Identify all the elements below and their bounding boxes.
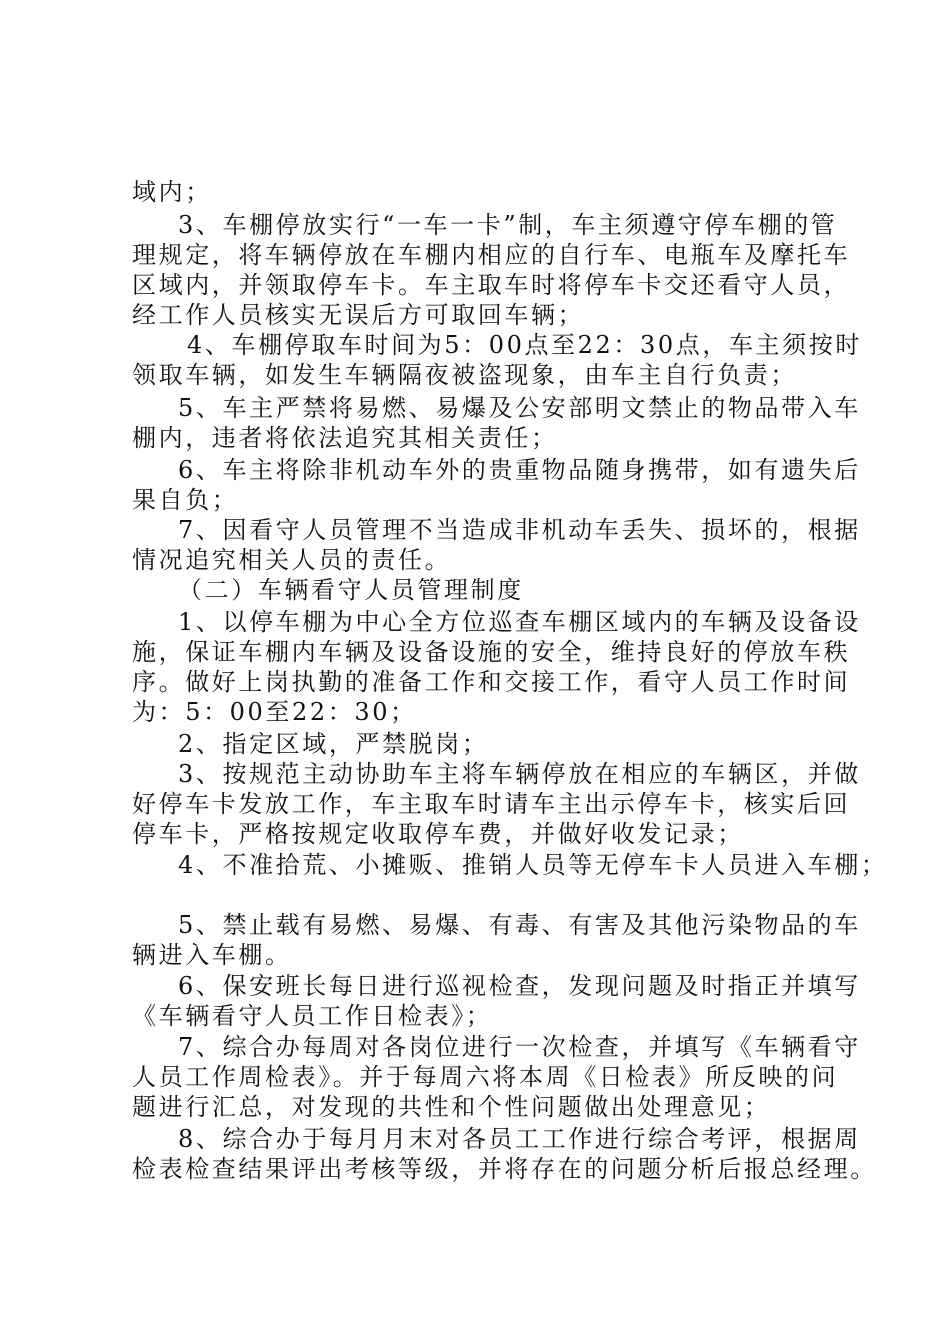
text-line: 5、禁止载有易燃、易爆、有毒、有害及其他污染物品的车: [178, 911, 861, 939]
text-line: 经工作人员核实无误后方可取回车辆；: [132, 301, 585, 329]
text-line: 6、保安班长每日进行巡视检查，发现问题及时指正并填写: [178, 972, 861, 1000]
section-heading: （二）车辆看守人员管理制度: [178, 576, 524, 604]
text-line: 8、综合办于每月月末对各员工工作进行综合考评，根据周: [178, 1125, 861, 1153]
text-line: 好停车卡发放工作，车主取车时请车主出示停车卡，核实后回: [132, 790, 851, 818]
text-line: 果自负；: [132, 486, 239, 514]
text-line: 4、不准拾荒、小摊贩、推销人员等无停车卡人员进入车棚；: [178, 851, 888, 879]
text-line: 为：5：00至22：30；: [132, 698, 417, 726]
text-line: 辆进入车棚。: [132, 941, 292, 969]
text-line: 棚内，违者将依法追究其相关责任；: [132, 424, 558, 452]
text-line: 人员工作周检表》。并于每周六将本周《日检表》所反映的问: [132, 1063, 839, 1091]
text-line: 7、综合办每周对各岗位进行一次检查，并填写《车辆看守: [178, 1033, 861, 1061]
text-line: 施，保证车棚内车辆及设备设施的安全，维持良好的停放车秩: [132, 638, 851, 666]
text-line: 3、车棚停放实行“一车一卡”制，车主须遵守停车棚的管: [178, 211, 838, 239]
text-line: 4、车棚停取车时间为5：00点至22：30点，车主须按时: [187, 331, 862, 359]
text-line: 7、因看守人员管理不当造成非机动车丢失、损坏的，根据: [178, 516, 861, 544]
text-line: 6、车主将除非机动车外的贵重物品随身携带，如有遗失后: [178, 456, 861, 484]
text-line: 领取车辆，如发生车辆隔夜被盗现象，由车主自行负责；: [132, 361, 797, 389]
text-line: 检表检查结果评出考核等级，并将存在的问题分析后报总经理。: [132, 1155, 877, 1183]
text-line: 序。做好上岗执勤的准备工作和交接工作，看守人员工作时间: [132, 668, 851, 696]
text-line: 理规定，将车辆停放在车棚内相应的自行车、电瓶车及摩托车: [132, 241, 851, 269]
text-line: 1、以停车棚为中心全方位巡查车棚区域内的车辆及设备设: [178, 608, 861, 636]
text-line: 区域内，并领取停车卡。车主取车时将停车卡交还看守人员，: [132, 271, 851, 299]
text-line: 题进行汇总，对发现的共性和个性问题做出处理意见；: [132, 1093, 771, 1121]
text-line: 域内；: [132, 178, 212, 206]
text-line: 情况追究相关人员的责任。: [132, 546, 452, 574]
text-line: 5、车主严禁将易燃、易爆及公安部明文禁止的物品带入车: [178, 394, 861, 422]
text-line: 停车卡，严格按规定收取停车费，并做好收发记录；: [132, 820, 744, 848]
text-line: 《车辆看守人员工作日检表》；: [132, 1002, 493, 1030]
text-line: 3、按规范主动协助车主将车辆停放在相应的车辆区，并做: [178, 760, 861, 788]
text-line: 2、指定区域，严禁脱岗；: [178, 730, 489, 758]
